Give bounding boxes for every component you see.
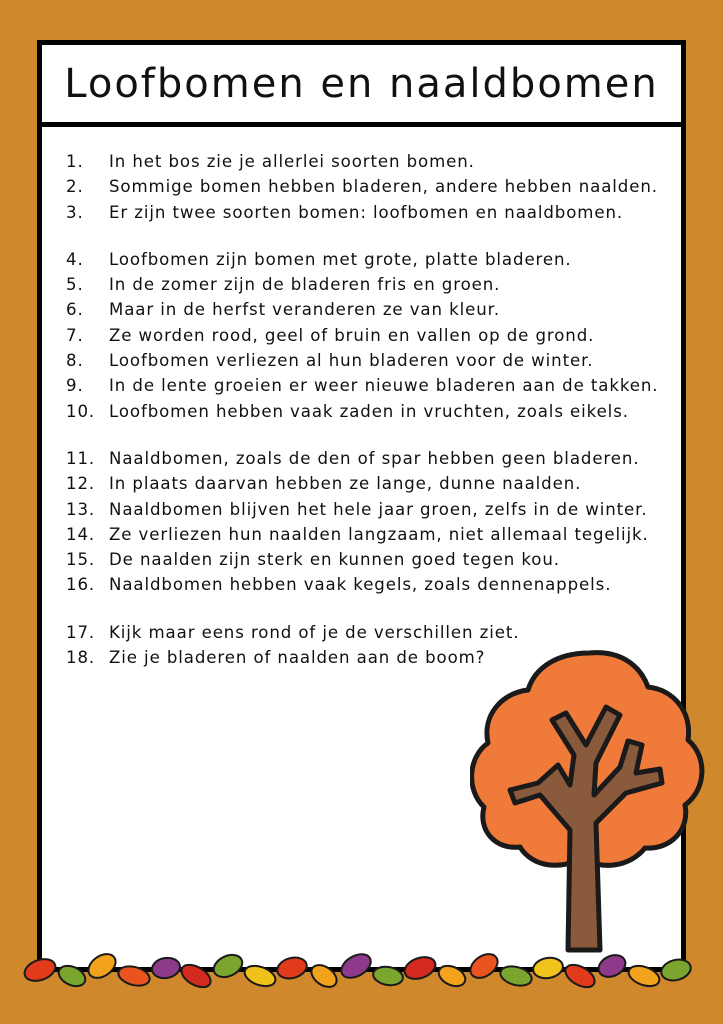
list-item	[66, 620, 686, 645]
item-text: Maar in de herfst veranderen ze van kleur.	[109, 300, 501, 320]
item-number: 2.	[66, 177, 84, 197]
list-item	[66, 373, 686, 398]
item-text: Loofbomen zijn bomen met grote, platte bladeren.	[109, 249, 572, 269]
item-number: 15.	[66, 550, 96, 570]
item-text: Ze verliezen hun naalden langzaam, niet allemaal tegelijk.	[109, 524, 649, 544]
list-item	[66, 446, 686, 471]
item-number: 12.	[66, 474, 96, 494]
list-item	[66, 272, 686, 297]
item-number: 11.	[66, 448, 96, 468]
item-number: 10.	[66, 401, 96, 421]
item-number: 4.	[66, 249, 84, 269]
list-item	[66, 497, 686, 522]
list-item	[66, 547, 686, 572]
item-number: 18.	[66, 648, 96, 668]
item-number: 14.	[66, 524, 96, 544]
list-item	[66, 572, 686, 597]
autumn-tree-icon	[470, 645, 708, 955]
list-item	[66, 399, 686, 424]
item-text: In plaats daarvan hebben ze lange, dunne naalden.	[109, 474, 582, 494]
item-number: 9.	[66, 376, 84, 396]
item-text: In de lente groeien er weer nieuwe bladeren aan de takken.	[109, 376, 659, 396]
sentence-list	[66, 149, 686, 692]
item-text: Naaldbomen blijven het hele jaar groen, zelfs in de winter.	[109, 499, 648, 519]
item-text: Ze worden rood, geel of bruin en vallen op de grond.	[109, 325, 595, 345]
item-text: Zie je bladeren of naalden aan de boom?	[109, 648, 486, 668]
item-text: Naaldbomen, zoals de den of spar hebben geen bladeren.	[109, 448, 640, 468]
page-title: Loofbomen en naaldbomen	[64, 60, 659, 107]
item-text: In de zomer zijn de bladeren fris en groen.	[109, 275, 501, 295]
item-number: 1.	[66, 152, 84, 171]
item-text: Sommige bomen hebben bladeren, andere hebben naalden.	[109, 177, 658, 197]
list-item	[66, 297, 686, 322]
item-number: 16.	[66, 575, 96, 595]
item-number: 7.	[66, 325, 84, 345]
item-text: Naaldbomen hebben vaak kegels, zoals dennenappels.	[109, 575, 612, 595]
item-number: 5.	[66, 275, 84, 295]
sentence-group-1	[66, 149, 686, 225]
list-item	[66, 323, 686, 348]
list-item	[66, 200, 686, 225]
item-number: 17.	[66, 622, 96, 642]
fallen-leaves-icon	[0, 930, 723, 1000]
list-item	[66, 522, 686, 547]
sentence-group-3	[66, 446, 686, 598]
item-text: Kijk maar eens rond of je de verschillen ziet.	[109, 622, 520, 642]
title-box	[42, 45, 681, 127]
item-number: 3.	[66, 202, 84, 222]
item-number: 8.	[66, 351, 84, 371]
sentence-group-2	[66, 247, 686, 424]
list-item	[66, 149, 686, 174]
item-text: Er zijn twee soorten bomen: loofbomen en naaldbomen.	[109, 202, 624, 222]
list-item	[66, 174, 686, 199]
list-item	[66, 348, 686, 373]
list-item	[66, 471, 686, 496]
item-text: De naalden zijn sterk en kunnen goed tegen kou.	[109, 550, 560, 570]
item-text: In het bos zie je allerlei soorten bomen.	[109, 152, 475, 171]
list-item	[66, 247, 686, 272]
item-number: 6.	[66, 300, 84, 320]
item-number: 13.	[66, 499, 96, 519]
item-text: Loofbomen hebben vaak zaden in vruchten, zoals eikels.	[109, 401, 629, 421]
item-text: Loofbomen verliezen al hun bladeren voor de winter.	[109, 351, 594, 371]
